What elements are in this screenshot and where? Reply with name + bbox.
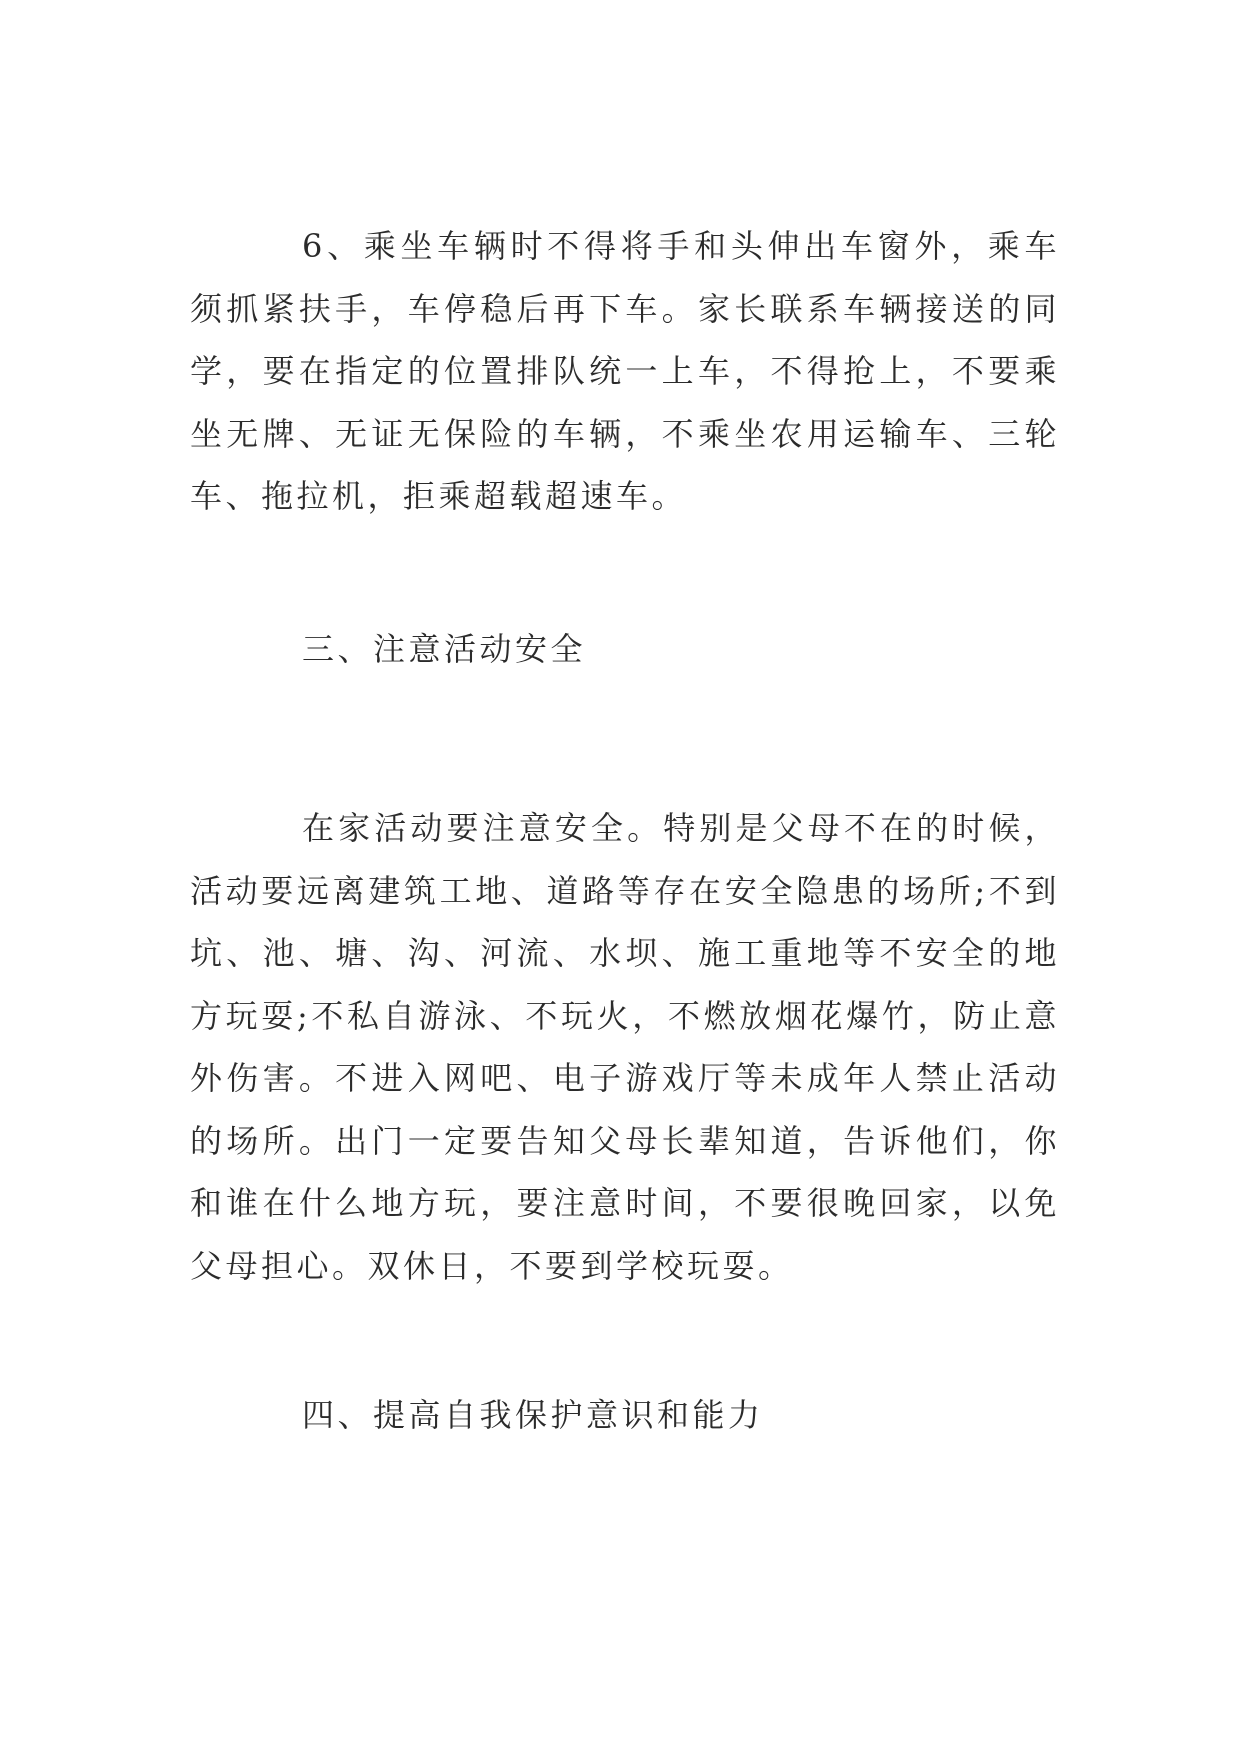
paragraph-vehicle-safety: 6、乘坐车辆时不得将手和头伸出车窗外，乘车须抓紧扶手，车停稳后再下车。家长联系车辆接送的同学，要在指定的位置排队统一上车，不得抢上，不要乘坐无牌、无证无保险的车辆，不乘坐农用运输车、三轮车、拖拉机，拒乘超载超速车。 xyxy=(190,227,1060,515)
paragraph-activity-safety: 在家活动要注意安全。特别是父母不在的时候，活动要远离建筑工地、道路等存在安全隐患的场所;不到坑、池、塘、沟、河流、水坝、施工重地等不安全的地方玩耍;不私自游泳、不玩火，不燃放烟花爆竹，防止意外伤害。不进入网吧、电子游戏厅等未成年人禁止活动的场所。出门一定要告知父母长辈知道，告诉他们，你和谁在什么地方玩，要注意时间，不要很晚回家，以免父母担心。双休日，不要到学校玩耍。 xyxy=(190,809,1060,1285)
section-heading-self-protection: 四、提高自我保护意识和能力 xyxy=(302,1396,764,1434)
section-heading-activity-safety: 三、注意活动安全 xyxy=(302,630,587,668)
